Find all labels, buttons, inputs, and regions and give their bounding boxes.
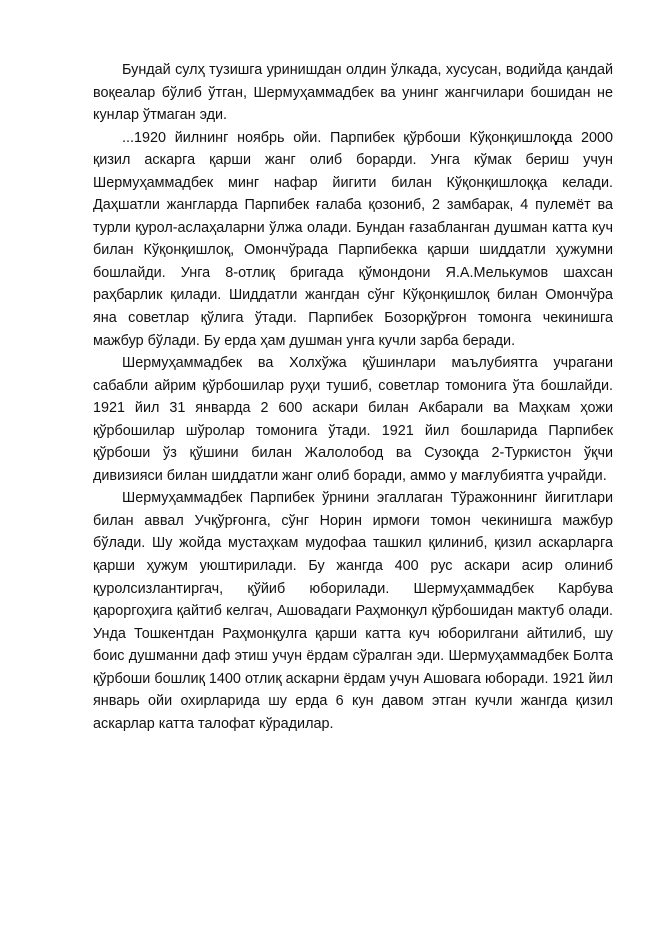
paragraph-3: Шермуҳаммадбек ва Холхўжа қўшинлари маълубиятга учрагани сабабли айрим қўрбошилар руҳи тушиб, советлар томонига ўта бошлайди. 1921 йил 31 январда 2 600 аскари билан Акбарали ва Маҳкам ҳожи қўрбошилар шўролар томонига ўтади. 1921 йил бошларида Парпибек қўрбоши ўз қўшини билан Жалолобод ва Сузоқда 2-Туркистон ўқчи дивизияси билан шиддатли жанг олиб боради, аммо у мағлубиятга учрайди. xyxy=(93,355,613,484)
document-page xyxy=(93,59,613,735)
paragraph-2: ...1920 йилнинг ноябрь ойи. Парпибек қўрбоши Кўқонқишлоқда 2000 қизил аскарга қарши жанг олиб борарди. Унга кўмак бериш учун Шермуҳаммадбек минг нафар йигити билан Кўқонқишлоққа келади. Даҳшатли жангларда Парпибек ғалаба қозониб, 2 замбарак, 4 пулемёт ва турли қурол-аслаҳаларни ўлжа олади. Бундан ғазабланган душман катта куч билан Кўқонқишлоқ, Омончўрада Парпибекка қарши шиддатли ҳужумни бошлайди. Унга 8-отлиқ бригада қўмондони Я.А.Мелькумов шахсан раҳбарлик қилади. Шиддатли жангдан сўнг Кўқонқишлоқ билан Омончўра яна советлар қўлига ўтади. Парпибек Бозорқўрғон томонга чекинишга мажбур бўлади. Бу ерда ҳам душман унга кучли зарба беради. xyxy=(93,129,613,349)
paragraph-1: Бундай сулҳ тузишга уринишдан олдин ўлкада, хусусан, водийда қандай воқеалар бўлиб ўтган, Шермуҳаммадбек ва унинг жангчилари бошидан не кунлар ўтмаган эди. xyxy=(93,62,613,124)
paragraph-4: Шермуҳаммадбек Парпибек ўрнини эгаллаган Тўражоннинг йигитлари билан аввал Учқўрғонга, сўнг Норин ирмоғи томон чекинишга мажбур бўлади. Шу жойда мустаҳкам мудофаа ташкил қилиниб, қизил аскарларга қарши ҳужум уюштирилади. Бу жангда 400 рус аскари асир олиниб қуролсизлантиргач, қўйиб юборилади. Шермуҳаммадбек Карбува қароргоҳига қайтиб келгач, Ашовадаги Раҳмонқул қўрбошидан мактуб олади. Унда Тошкентдан Раҳмонқулга қарши катта куч юборилгани айтилиб, шу боис душманни даф этиш учун ёрдам сўралган эди. Шермуҳаммадбек Болта қўрбоши бошлиқ 1400 отлиқ аскарни ёрдам учун Ашовага юборади. 1921 йил январь ойи охирларида шу ерда 6 кун давом этган кучли жангда қизил аскарлар катта талофат кўрадилар. xyxy=(93,490,613,732)
